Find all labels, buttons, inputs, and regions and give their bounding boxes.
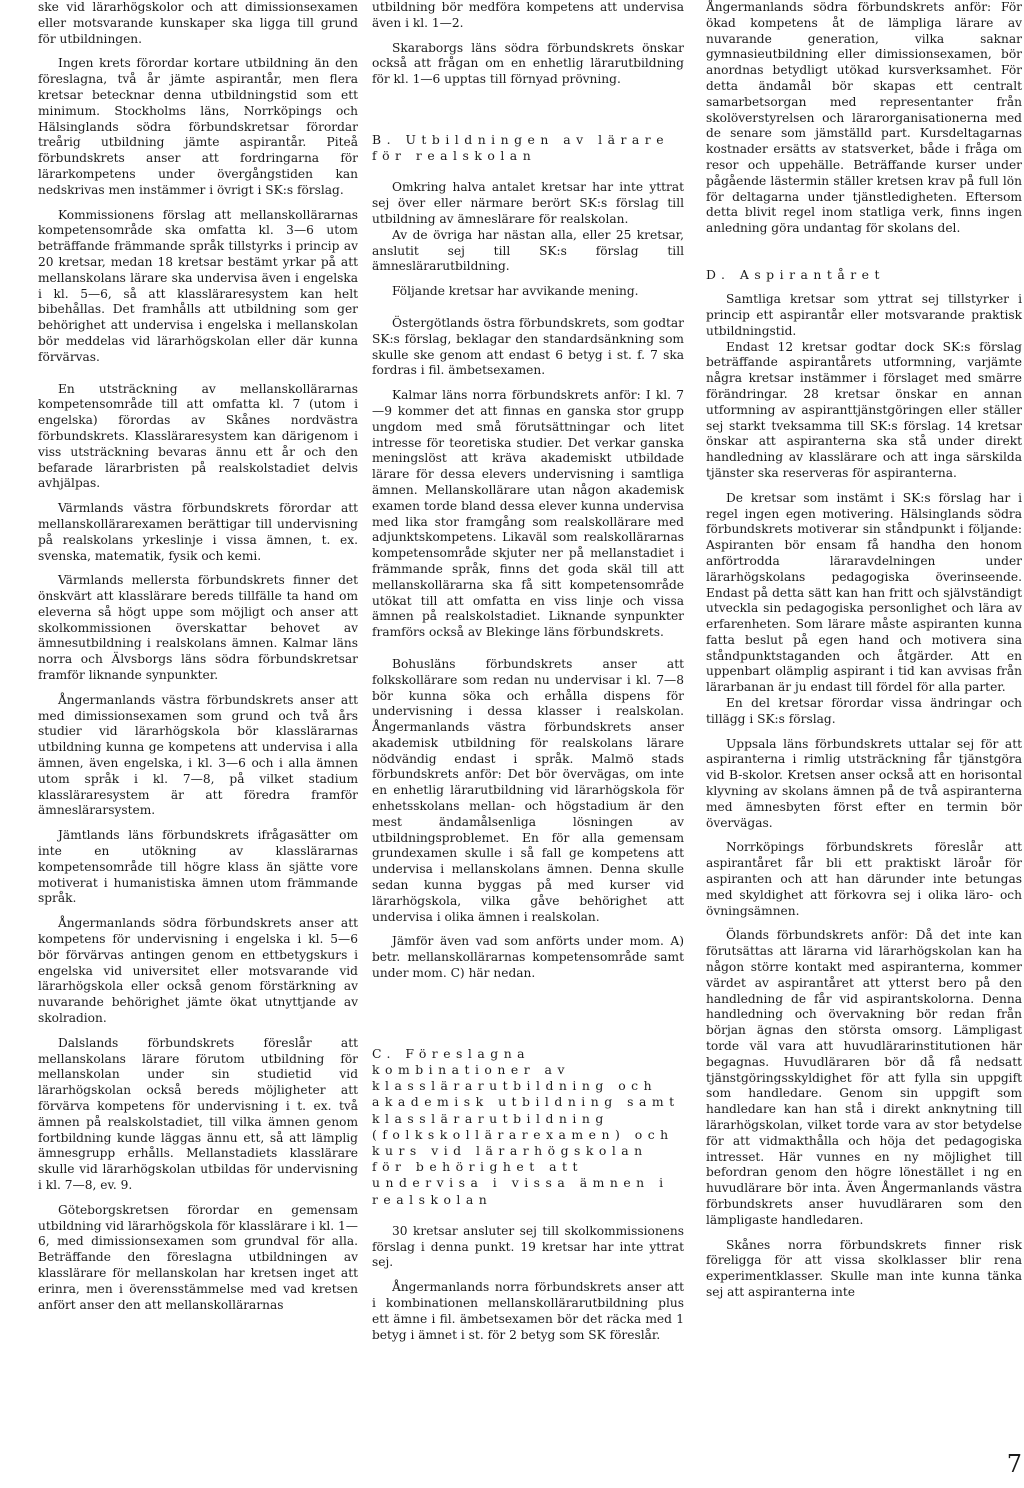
paragraph: utbildning bör medföra kompetens att undervisa även i kl. 1—2. — [372, 0, 684, 30]
paragraph: Av de övriga har nästan alla, eller 25 kretsar, anslutit sej till SK:s förslag till ämneslärarutbildning. — [372, 227, 684, 274]
page-number: 7 — [1006, 1450, 1022, 1478]
paragraph: Ångermanlands södra förbundskrets anser att kompetens för undervisning i engelska i kl. 5—6 bör förvärvas antingen genom en ettbetygskurs i engelska vid universitet eller motsvarande vid lärarhögskola eller också genom förstärkning av nuvarande behörighet jämte ökat utnyttjande av skolradion. — [38, 916, 358, 1026]
paragraph: Ingen krets förordar kortare utbildning än den föreslagna, två år jämte aspirantår, men flera kretsar betecknar denna utbildningstid som ett minimum. Stockholms läns, Norrköpings och Hälsinglands södra förbundskretsar förordar treårig utbildning jämte aspirantår. Piteå förbundskrets anser att fordringarna för lärarkompetens under övergångstiden kan nedskrivas men instämmer i övrigt i SK:s förslag. — [38, 56, 358, 197]
paragraph: Värmlands mellersta förbundskrets finner det önskvärt att klasslärare bereds tillfälle ta hand om eleverna så högt uppe som möjligt och anser att skolkommissionen överskattar behovet av ämnesutbildning i realskolans ämnen. Kalmar läns norra och Älvsborgs läns södra förbundskretsar framför liknande synpunkter. — [38, 573, 358, 683]
paragraph: De kretsar som instämt i SK:s förslag har i regel ingen egen motivering. Hälsinglands södra förbundskrets motiverar sin ståndpunkt i följande: Aspiranten bör ensam få handha den honom anförtrodda läraravdelningen under lärarhögskolans pedagogiska överinseende. Endast på detta sätt kan han fritt och självständigt utveckla sin pedagogiska personlighet och lära av erfarenheten. Som lärare måste aspiranten kunna fatta beslut på egen hand och motivera sina ståndpunktstaganden och åtgärder. Att en uppenbart olämplig aspirant i tid kan avvisas från lärarbanan är ju endast till fördel för alla parter. — [706, 490, 1022, 695]
paragraph: Skaraborgs läns södra förbundskrets önskar också att frågan om en enhetlig lärarutbildning för kl. 1—6 upptas till förnyad prövning. — [372, 40, 684, 87]
paragraph: Ångermanlands västra förbundskrets anser att med dimissionsexamen som grund och två års studier vid lärarhögskola bör klasslärarnas utbildning kunna ge kompetens att undervisa i alla ämnen, även engelska, i kl. 3—6 och i alla ämnen utom språk i kl. 7—8, på vilket stadium klassläraresystem är att föredra framför ämneslärarsystem. — [38, 692, 358, 818]
paragraph: Skånes norra förbundskrets finner risk föreligga för att vissa skolklasser blir rena experimentklasser. Skulle man inte kunna tänka sej att aspiranterna inte — [706, 1237, 1022, 1299]
paragraph: Göteborgskretsen förordar en gemensam utbildning vid lärarhögskola för klasslärare i kl. 1—6, med dimissionsexamen som grundval för alla. Beträffande den föreslagna utbildningen av klasslärare för mellanskolan har kretsen inget att erinra, men i överensstämmelse med vad kretsen anfört anser den att mellanskollärarnas — [38, 1202, 358, 1312]
paragraph: Ölands förbundskrets anför: Då det inte kan förutsättas att lärarna vid lärarhögskolan kan ha någon större kontakt med aspiranterna, kommer värdet av aspirantåret att ytterst bero på den handledning de får vid aspirantskolorna. Denna handledning och övervakning bör redan från början ägnas den största omsorg. Lämpligast torde väl vara att huvudlärarinstitutionen här begagnas. Huvudläraren bör då få nedsatt tjänstgöringsskyldighet för att fylla sin uppgift som handledare. Genom sin uppgift som handledare kan han stå i direkt anknytning till lärarhögskolan, vilket torde vara av stor betydelse för att vidmakthålla och höja det pedagogiska intresset. Här vunnes en ny möjlighet till befordran genom den högre lönestället i ng en huvudlärare bör inta. Även Ångermanlands västra förbundskrets anser huvudläraren som den lämpligaste handledaren. — [706, 928, 1022, 1227]
paragraph: 30 kretsar ansluter sej till skolkommissionens förslag i denna punkt. 19 kretsar har inte yttrat sej. — [372, 1223, 684, 1270]
paragraph: Samtliga kretsar som yttrat sej tillstyrker i princip ett aspirantår eller motsvarande praktisk utbildningstid. — [706, 292, 1022, 338]
paragraph: Bohusläns förbundskrets anser att folkskollärare som redan nu undervisar i kl. 7—8 bör kunna söka och erhålla dispens för undervisning i dessa klasser i realskolan. Ångermanlands västra förbundskrets anser akademisk utbildning för realskolans lärare nödvändig endast i språk. Malmö stads förbundskrets anför: Det bör övervägas, om inte en enhetlig lärarutbildning vid lärarhögskola för enhetsskolans mellan- och högstadium är den mest ändamålsenliga lösningen av utbildningsproblemet. En för alla gemensam grundexamen skulle i så fall ge kompetens att undervisa i mellanskolans ämnen. Denna skulle sedan kunna byggas på med kurser vid lärarhögskola, vilka gåve behörighet att undervisa i olika ämnen i realskolan. — [372, 656, 684, 924]
paragraph: Ångermanlands södra förbundskrets anför: För ökad kompetens åt de lämpliga lärare av nuvarande generation, vilka saknar gymnasieutbildning eller dimissionsexamen, bör anordnas betydligt utökad kursverksamhet. För detta ändamål bör skapas ett centralt samarbetsorgan med representanter från skolöverstyrelsen och lärarorganisationerna med de senare som jämställd part. Kursdeltagarnas kostnader ersätts av statsverket, både i fråga om resor och uppehälle. Beträffande kurser under pågående lästermin ställer kretsen krav på full lön för deltagarna under tjänstledigheten. Eftersom detta blivit regel inom statliga verk, finns ingen anledning göra undantag för skolans del. — [706, 0, 1022, 236]
paragraph: En del kretsar förordar vissa ändringar och tillägg i SK:s förslag. — [706, 696, 1022, 726]
paragraph: Följande kretsar har avvikande mening. — [392, 284, 639, 299]
paragraph: Kalmar läns norra förbundskrets anför: I kl. 7—9 kommer det att finnas en ganska stor grupp ungdom med små förutsättningar och litet intresse för teoretiska studier. Det verkar ganska meningslöst att kräva akademiskt utbildade lärare för dessa elevers undervisning i samtliga ämnen. Mellanskollärare utan någon akademisk examen torde bland dessa elever kunna undervisa med lika stor framgång som realskollärare med adjunktskompetens. Likaväl som realskollärarnas kompetensområde skjuter ner på mellanstadiet i främmande språk, finns det goda skäl till att mellanskollärarna ska få sitt kompetensområde utökat till att omfatta en viss linje och vissa ämnen på realskolstadiet. Liknande synpunkter framförs också av Blekinge läns förbundskrets. — [372, 388, 684, 640]
paragraph: Uppsala läns förbundskrets uttalar sej för att aspiranterna i rimlig utsträckning får tjänstgöra vid B-skolor. Kretsen anser också att en horisontal klyvning av skolans ämnen på de två aspiranterna med ämnesbyten först efter en termin bör övervägas. — [706, 736, 1022, 830]
paragraph: Norrköpings förbundskrets föreslår att aspirantåret får bli ett praktiskt läroår för aspiranten och att han därunder inte betungas med skyldighet att förkovra sej i olika läro- och övningsämnen. — [706, 840, 1022, 918]
column-left — [38, 0, 358, 1313]
column-middle — [372, 0, 684, 1343]
paragraph: Omkring halva antalet kretsar har inte yttrat sej över eller närmare berört SK:s förslag till utbildning av ämneslärare för realskolan. — [372, 180, 684, 226]
paragraph: Kommissionens förslag att mellanskollärarnas kompetensområde ska omfatta kl. 3—6 utom beträffande främmande språk tillstyrks i princip av 20 kretsar, medan 18 kretsar bestämt yrkar på att mellanskolans lärare ska undervisa även i engelska i kl. 5—6, så att klassläraresystem kan helt bibehållas. Det framhålls att utbildning som ger behörighet att undervisa i engelska i mellanskolan bör meddelas vid lärarhögskolan eller där kunna förvärvas. — [38, 207, 358, 364]
paragraph: ske vid lärarhögskolor och att dimissionsexamen eller motsvarande kunskaper ska ligga till grund för utbildningen. — [38, 0, 358, 46]
paragraph: En utsträckning av mellanskollärarnas kompetensområde till att omfatta kl. 7 (utom i engelska) förordas av Skånes nordvästra förbundskrets. Klassläraresystem kan därigenom i viss utsträckning bevaras ännu ett år och den befarade lärarbristen på realskolstadiet delvis avhjälpas. — [38, 381, 358, 491]
section-heading-c: C. Föreslagna kombinationer av klasslärarutbildning och akademisk utbildning samt klasslärarutbildning (folkskollärarexamen) och kurs vid lärarhögskolan för behörighet att undervisa i vissa ämnen i realskolan — [372, 1045, 680, 1207]
paragraph: Jämför även vad som anförts under mom. A) betr. mellanskollärarnas kompetensområde samt under mom. C) här nedan. — [372, 934, 684, 981]
column-right — [706, 0, 1022, 1301]
paragraph: Ångermanlands norra förbundskrets anser att i kombinationen mellanskollärarutbildning plus ett ämne i fil. ämbetsexamen bör det räcka med 1 betyg i ämnet i st. för 2 betyg som SK föreslår. — [372, 1280, 684, 1342]
paragraph: Värmlands västra förbundskrets förordar att mellanskollärarexamen berättigar till undervisning på realskolans yrkeslinje i vissa ämnen, t. ex. svenska, matematik, fysik och kemi. — [38, 501, 358, 563]
paragraph: Östergötlands östra förbundskrets, som godtar SK:s förslag, beklagar den standardsänkning som skulle ske genom att endast 6 betyg i st. f. 7 ska fordras i fil. ämbetsexamen. — [372, 315, 684, 378]
paragraph: Dalslands förbundskrets föreslår att mellanskolans lärare förutom utbildning för mellanskolan under sin studietid vid lärarhögskolan också bereds möjligheter att förvärva kompetens för undervisning i t. ex. två ämnen på realskolstadiet, till vilka ämnen genom fortbildning kunde läggas ännu ett, så att lämplig ämnesgrupp erhålls. Mellanstadiets klasslärare skulle vid lärarhögskolan utbildas för undervisning i kl. 7—8, ev. 9. — [38, 1035, 358, 1192]
section-heading-d: D. Aspirantåret — [706, 266, 885, 282]
section-heading-b: B. Utbildningen av lärare för realskolan — [372, 131, 670, 164]
paragraph: Jämtlands läns förbundskrets ifrågasätter om inte en utökning av klasslärarnas kompetensområde till högre klass än sjätte vore motiverat i humanistiska ämnen utom främmande språk. — [38, 828, 358, 906]
paragraph: Endast 12 kretsar godtar dock SK:s förslag beträffande aspirantårets utformning, varjämte några kretsar instämmer i förslaget med smärre förändringar. 28 kretsar önskar en annan utformning av aspiranttjänstgöringen eller ställer sej starkt tveksamma till SK:s förslag. 14 kretsar önskar att aspiranterna ska stå under direkt handledning av klasslärare och att inga särskilda tjänster ska reserveras för aspiranterna. — [706, 339, 1022, 480]
